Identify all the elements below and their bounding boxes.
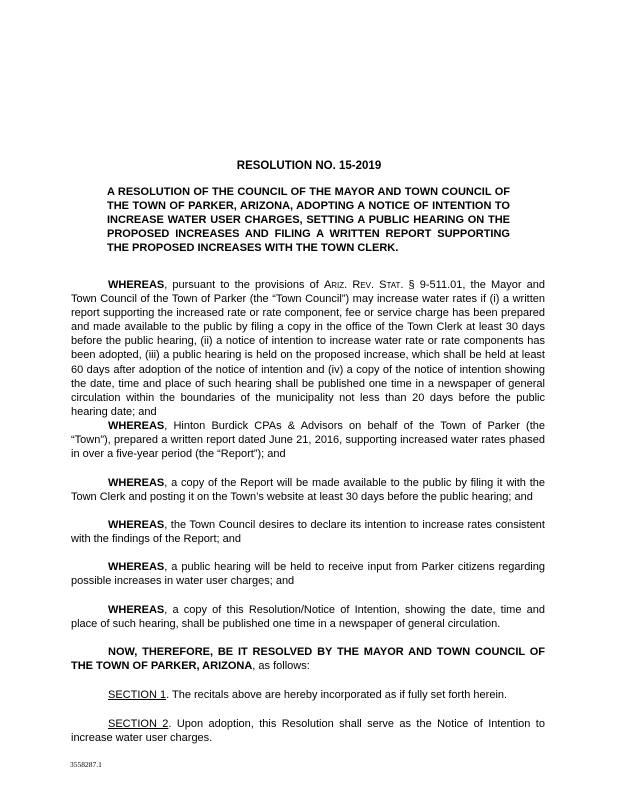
- section-1-label: SECTION 1: [108, 689, 167, 701]
- whereas-paragraph-3: WHEREAS, a copy of the Report will be made available to the public by filing it with the Town Clerk and posting it on the Town’s website at least 30 days before the public hearing; and: [71, 477, 545, 504]
- whereas-paragraph-2: WHEREAS, Hinton Burdick CPAs & Advisors on behalf of the Town of Parker (the “Town”), prepared a written report dated June 21, 2016, supporting increased water rates phased in over a five-year period (the “Report”); and: [71, 420, 545, 461]
- whereas-paragraph-6: WHEREAS, a copy of this Resolution/Notice of Intention, showing the date, time and place of such hearing, shall be published one time in a newspaper of general circulation.: [71, 604, 545, 631]
- whereas-label: WHEREAS: [108, 561, 165, 573]
- statute-citation: Ariz. Rev. Stat.: [323, 279, 404, 291]
- whereas-label: WHEREAS: [108, 519, 165, 531]
- now-therefore-paragraph: NOW, THEREFORE, BE IT RESOLVED BY THE MAYOR AND TOWN COUNCIL OF THE TOWN OF PARKER, ARIZONA, as follows:: [71, 646, 545, 673]
- whereas-label: WHEREAS: [108, 477, 165, 489]
- whereas-label: WHEREAS: [108, 279, 165, 291]
- document-id-footer: 3558287.1: [70, 760, 102, 769]
- whereas-paragraph-4: WHEREAS, the Town Council desires to declare its intention to increase rates consistent with the findings of the Report; and: [71, 519, 545, 546]
- section-2-paragraph: SECTION 2. Upon adoption, this Resolution shall serve as the Notice of Intention to increase water user charges.: [71, 718, 545, 745]
- section-2-label: SECTION 2: [108, 718, 169, 730]
- whereas-label: WHEREAS: [108, 604, 165, 616]
- whereas-label: WHEREAS: [108, 420, 165, 432]
- now-therefore-clause: NOW, THEREFORE, BE IT RESOLVED BY THE MAYOR AND TOWN COUNCIL OF THE TOWN OF PARKER, ARIZONA: [71, 646, 545, 673]
- resolution-title: RESOLUTION NO. 15-2019: [236, 160, 382, 172]
- resolution-subtitle: A RESOLUTION OF THE COUNCIL OF THE MAYOR AND TOWN COUNCIL OF THE TOWN OF PARKER, ARIZONA, ADOPTING A NOTICE OF INTENTION TO INCREASE WATER USER CHARGES, SETTING A PUBLIC HEARING ON THE PROPOSED INCREASES AND FILING A WRITTEN REPORT SUPPORTING THE PROPOSED INCREASES WITH THE TOWN CLERK.: [107, 186, 510, 254]
- whereas-paragraph-1: WHEREAS, pursuant to the provisions of Ariz. Rev. Stat. § 9-511.01, the Mayor and Town Council of the Town of Parker (the “Town Council”) may increase water rates if (i) a written report supporting the increased rate or rate component, fee or service charge has been prepared and made available to the public by filing a copy in the office of the Town Clerk at least 30 days before the public hearing, (ii) a notice of intention to increase water rate or rate components has been adopted, (iii) a public hearing is held on the proposed increase, which shall be held at least 60 days after adoption of the notice of intention and (iv) a copy of the notice of intention showing the date, time and place of such hearing shall be published one time in a newspaper of general circulation within the boundaries of the municipality not less than 20 days before the public hearing date; and: [71, 279, 545, 418]
- whereas-paragraph-5: WHEREAS, a public hearing will be held to receive input from Parker citizens regarding possible increases in water user charges; and: [71, 561, 545, 588]
- section-1-paragraph: SECTION 1. The recitals above are hereby incorporated as if fully set forth herein.: [108, 689, 508, 701]
